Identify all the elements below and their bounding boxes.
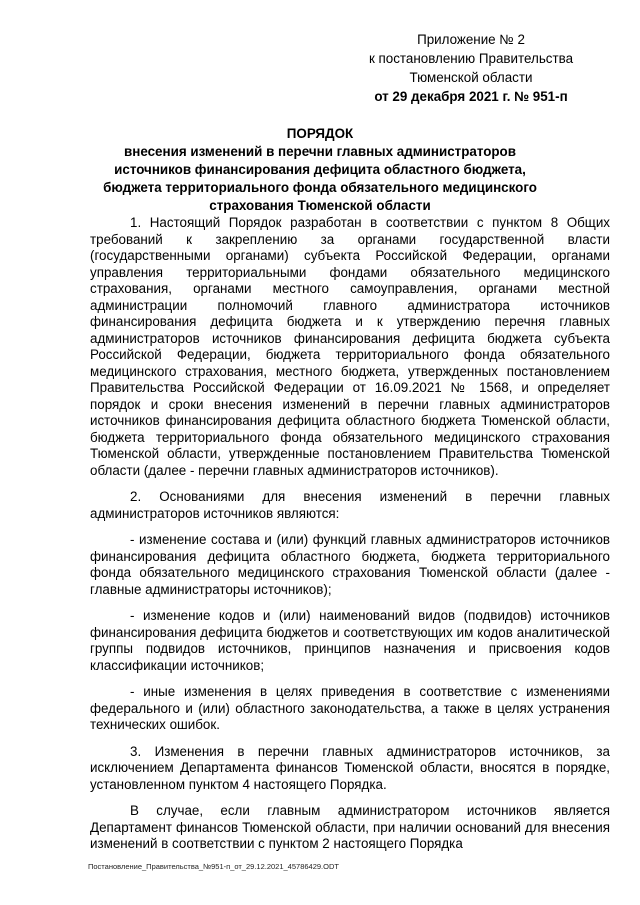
document-subtitle: внесения изменений в перечни главных администраторов источников финансирования дефицита областного бюджета, бюджета территориального фонда обязательного медицинского страхования Тюменской области xyxy=(103,144,537,213)
paragraph-1: 1. Настоящий Порядок разработан в соответствии с пунктом 8 Общих требований к закреплению за органами государственной власти (государственными органами) субъекта Российской Федерации, органами управления территориальными фондами обязательного медицинского страхования, органами местного самоуправления, органами местной администрации полномочий главного администратора источников финансирования дефицита бюджета и к утверждению перечня главных администраторов источников финансирования дефицита бюджета субъекта Российской Федерации, бюджета территориального фонда обязательного медицинского страхования, местного бюджета, утвержденных постановлением Правительства Российской Федерации от 16.09.2021 № 1568, и определяет порядок и сроки внесения изменений в перечни главных администраторов источников финансирования дефицита областного бюджета Тюменской области, бюджета территориального фонда обязательного медицинского страхования Тюменской области, утвержденные постановлением Правительства Тюменской области (далее - перечни главных администраторов источников). xyxy=(90,215,610,478)
appendix-region: Тюменской области xyxy=(409,70,533,85)
paragraph-finance-department: В случае, если главным администратором источников является Департамент финансов Тюменской области, при наличии оснований для внесения изменений в соответствии с пунктом 2 настоящего Порядка xyxy=(90,803,610,851)
footer-filename: Постановление_Правительства_№951-п_от_29.12.2021_45786429.ODT xyxy=(88,862,339,871)
list-item-other-changes: - иные изменения в целях приведения в соответствие с изменениями федерального и (или) областного законодательства, а также в целях устранения технических ошибок. xyxy=(90,684,610,732)
appendix-date-number: от 29 декабря 2021 г. № 951-п xyxy=(374,89,568,104)
document-body xyxy=(90,215,610,863)
document-title-block xyxy=(90,125,550,215)
list-item-codes-change: - изменение кодов и (или) наименований видов (подвидов) источников финансирования дефицита бюджетов и соответствующих им кодов аналитической группы подвидов источников, принципов назначения и присвоения кодов классификации источников; xyxy=(90,608,610,673)
list-item-composition-change: - изменение состава и (или) функций главных администраторов источников финансирования дефицита областного бюджета, бюджета территориального фонда обязательного медицинского страхования Тюменской области (далее - главные администраторы источников); xyxy=(90,532,610,597)
paragraph-3: 3. Изменения в перечни главных администраторов источников, за исключением Департамента финансов Тюменской области, вносятся в порядке, установленном пунктом 4 настоящего Порядка. xyxy=(90,743,610,792)
appendix-block xyxy=(351,30,591,106)
paragraph-2: 2. Основаниями для внесения изменений в перечни главных администраторов источников являются: xyxy=(90,489,610,521)
appendix-resolution-ref: к постановлению Правительства xyxy=(368,51,574,66)
appendix-number: Приложение № 2 xyxy=(417,32,525,47)
document-heading: ПОРЯДОК xyxy=(286,126,354,141)
